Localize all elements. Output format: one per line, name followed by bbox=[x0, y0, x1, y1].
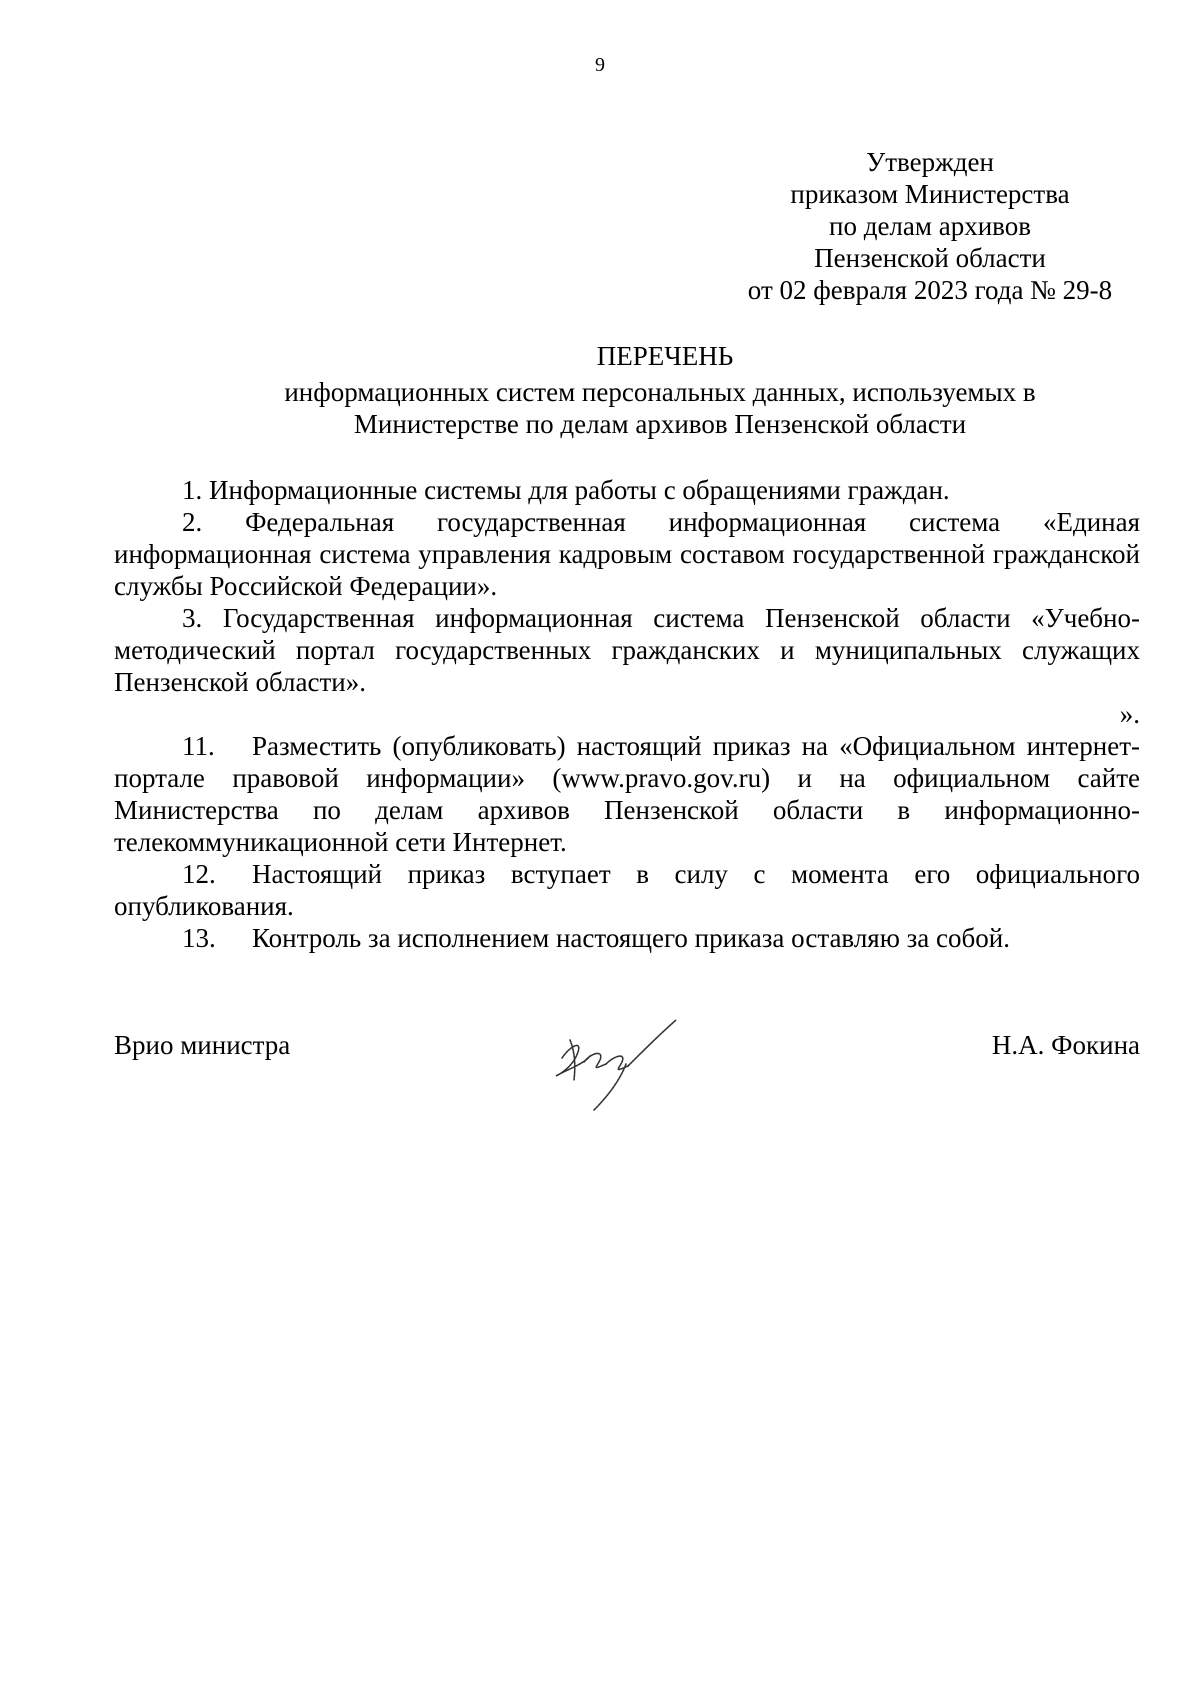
clause-number: 12. bbox=[182, 859, 216, 889]
clause-text: Разместить (опубликовать) настоящий приказ на «Официальном интернет-портале правовой информации» (www.pravo.gov.ru) и на официальном сайте Министерства по делам архивов Пензенской области в информационно-телекоммуникационной сети Интернет. bbox=[114, 731, 1140, 857]
handwritten-signature-icon bbox=[534, 1000, 704, 1120]
approval-line-1: Утвержден bbox=[866, 147, 994, 177]
signatory-name: Н.А. Фокина bbox=[991, 1030, 1140, 1060]
clause-text: Контроль за исполнением настоящего приказа оставляю за собой. bbox=[252, 923, 1010, 953]
document-body bbox=[114, 474, 1140, 954]
clause-number: 13. bbox=[182, 923, 216, 953]
signatory-position: Врио министра bbox=[114, 1030, 291, 1060]
approval-line-2: приказом Министерства bbox=[790, 179, 1070, 209]
clause-number: 11. bbox=[182, 731, 215, 761]
approval-line-3: по делам архивов bbox=[829, 211, 1031, 241]
approval-line-4: Пензенской области bbox=[814, 243, 1046, 273]
clause-text: Настоящий приказ вступает в силу с момента его официального опубликования. bbox=[114, 859, 1140, 921]
list-item-3: 3. Государственная информационная система Пензенской области «Учебно-методический портал государственных гражданских и муниципальных служащих Пензенской области». bbox=[114, 603, 1140, 697]
page-number: 9 bbox=[595, 54, 605, 76]
clause-13 bbox=[114, 922, 1140, 954]
document-subtitle bbox=[240, 376, 1080, 440]
closing-quote: ». bbox=[1119, 699, 1140, 729]
list-item-1: 1. Информационные системы для работы с обращениями граждан. bbox=[182, 475, 950, 505]
list-item-2: 2. Федеральная государственная информационная система «Единая информационная система управления кадровым составом государственной гражданской службы Российской Федерации». bbox=[114, 507, 1140, 601]
approval-line-5: от 02 февраля 2023 года № 29-8 bbox=[747, 275, 1113, 305]
signature-row bbox=[114, 1030, 1140, 1150]
clause-11 bbox=[114, 730, 1140, 858]
subtitle-line-1: информационных систем персональных данных, используемых в bbox=[284, 377, 1036, 407]
approval-stamp-block bbox=[700, 146, 1160, 306]
clause-12 bbox=[114, 858, 1140, 922]
document-title: ПЕРЕЧЕНЬ bbox=[596, 341, 734, 371]
subtitle-line-2: Министерстве по делам архивов Пензенской области bbox=[353, 409, 967, 439]
